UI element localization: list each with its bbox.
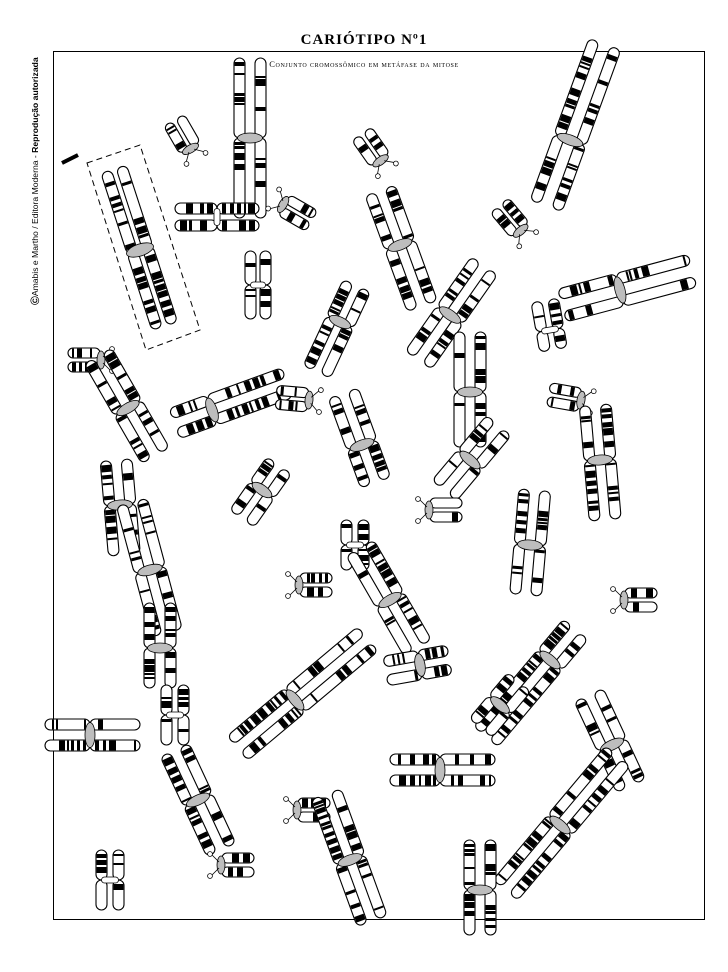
chromosome-22 xyxy=(579,404,621,521)
credit-authors: Amabis e Martho / Editora Moderna - xyxy=(30,152,40,297)
chromosome-23 xyxy=(230,457,292,527)
chromosome-31 xyxy=(611,587,657,614)
chromosome-3 xyxy=(175,203,259,231)
chromosome-29 xyxy=(286,572,332,599)
chromosome-20 xyxy=(328,388,391,488)
chromosome-15 xyxy=(84,348,169,464)
chromosome-9 xyxy=(489,197,539,250)
chromosome-boxed xyxy=(100,165,178,331)
selection-marker xyxy=(62,155,78,163)
chromosome-40 xyxy=(390,754,495,786)
chromosome-33 xyxy=(227,627,378,761)
chromosome-44 xyxy=(208,852,254,879)
chromosome-17 xyxy=(275,384,324,415)
chromosome-12 xyxy=(303,279,370,378)
chromosome-16 xyxy=(169,368,293,439)
copyright-symbol: © xyxy=(28,296,42,305)
chromosome-10 xyxy=(558,254,697,322)
chromosome-26 xyxy=(510,489,551,596)
chromosome-5 xyxy=(265,186,319,232)
chromosome-25 xyxy=(416,497,462,524)
page-title: CARIÓTIPO Nº1 xyxy=(300,32,428,48)
chromosome-47 xyxy=(464,840,496,935)
page-subtitle: Conjunto cromossômico em metáfase da mitose xyxy=(269,59,459,69)
chromosome-41 xyxy=(160,743,235,856)
chromosome-6 xyxy=(351,126,400,179)
chromosome-37 xyxy=(45,719,140,751)
chromosome-35 xyxy=(383,645,452,686)
chromosome-7 xyxy=(530,38,621,211)
chromosome-1 xyxy=(234,58,266,218)
chromosome-45 xyxy=(96,850,124,910)
credit-permission: Reprodução autorizada xyxy=(30,57,40,153)
chromosome-46 xyxy=(311,789,387,927)
chromosome-32 xyxy=(144,603,176,688)
chromosome-13 xyxy=(531,298,567,352)
chromosome-4 xyxy=(245,251,271,319)
chromosome-8 xyxy=(365,185,437,312)
chromosome-38 xyxy=(161,685,189,745)
chromosome-2 xyxy=(162,114,208,168)
chromosome-21 xyxy=(432,415,511,501)
